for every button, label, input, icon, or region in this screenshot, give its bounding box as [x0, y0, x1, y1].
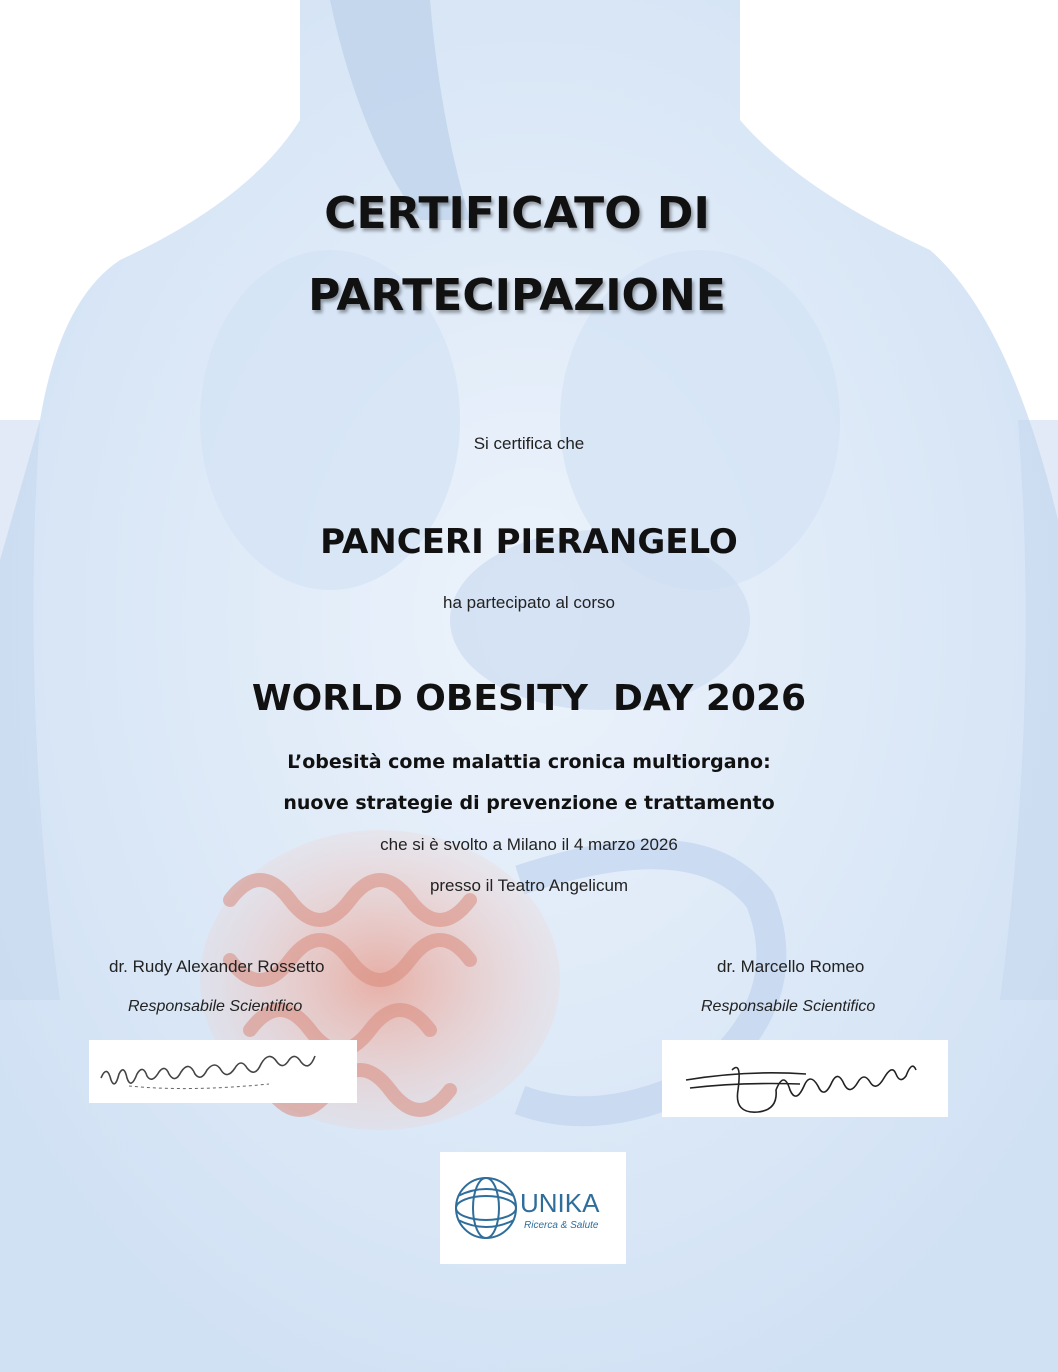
- intro-text: Si certifica che: [473, 434, 585, 453]
- event-name: WORLD OBESITY DAY 2026: [251, 678, 807, 719]
- signatory-left-role: Responsabile Scientifico: [128, 998, 303, 1015]
- globe-icon: [440, 1152, 626, 1264]
- signature-left-scribble: [89, 1040, 357, 1103]
- certificate-title-line1: CERTIFICATO DI: [324, 188, 710, 239]
- signature-left-image: [89, 1040, 357, 1103]
- held-text: che si è svolto a Milano il 4 marzo 2026: [380, 835, 678, 854]
- participant-name: PANCERI PIERANGELO: [320, 522, 738, 562]
- signatory-left-name: dr. Rudy Alexander Rossetto: [109, 957, 325, 976]
- unika-logo: [440, 1152, 626, 1264]
- signature-right-scribble: [662, 1040, 948, 1117]
- signatory-right-role: Responsabile Scientifico: [701, 998, 876, 1015]
- venue-text: presso il Teatro Angelicum: [429, 876, 629, 895]
- svg-text:Ricerca & Salute: Ricerca & Salute: [524, 1220, 599, 1231]
- certificate-title-line2: PARTECIPAZIONE: [308, 270, 726, 321]
- signature-right-image: [662, 1040, 948, 1117]
- event-subtitle-line1: L’obesità come malattia cronica multiorgano:: [287, 751, 771, 773]
- attended-text: ha partecipato al corso: [443, 593, 615, 612]
- svg-text:UNIKA: UNIKA: [520, 1188, 600, 1218]
- signatory-right-name: dr. Marcello Romeo: [717, 957, 865, 976]
- event-subtitle-line2: nuove strategie di prevenzione e trattamento: [283, 792, 775, 814]
